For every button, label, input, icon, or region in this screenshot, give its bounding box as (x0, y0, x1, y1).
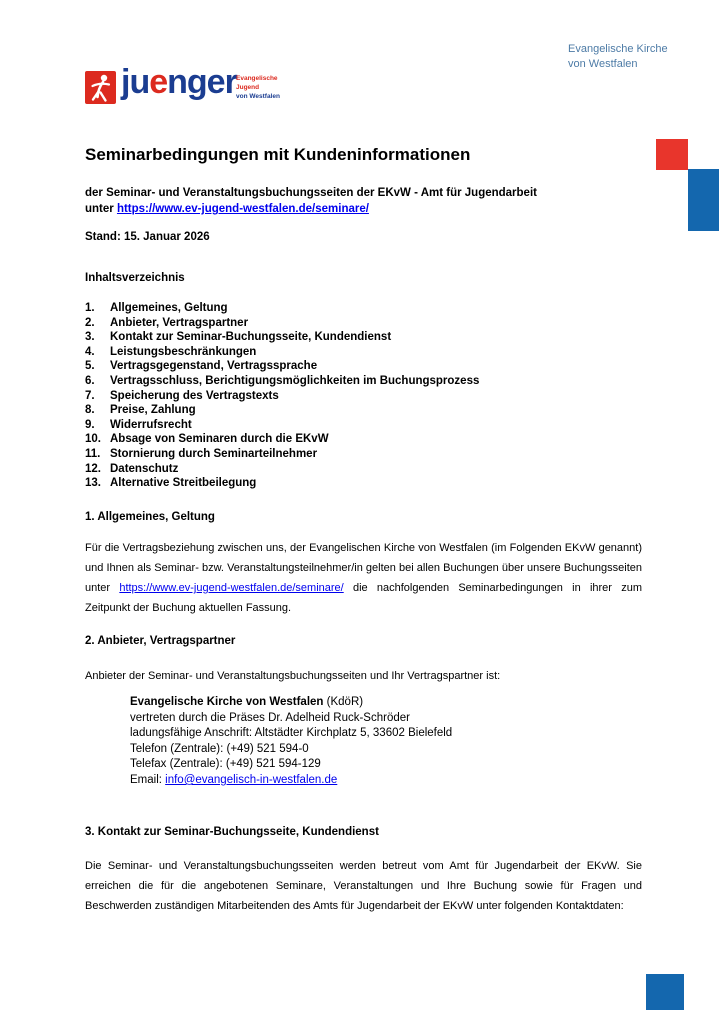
subtitle-line2 (85, 201, 655, 217)
toc-item-number: 8. (85, 404, 95, 417)
email-label: Email: (130, 773, 166, 786)
tagline-line1: Evangelische (236, 75, 278, 82)
page-title: Seminarbedingungen mit Kundeninformationen (85, 145, 471, 164)
toc-item-label: Vertragsgegenstand, Vertragssprache (110, 360, 318, 373)
toc-item-label: Alternative Streitbeilegung (110, 477, 257, 490)
church-name (568, 42, 668, 72)
toc-heading: Inhaltsverzeichnis (85, 272, 185, 284)
toc-item (85, 389, 645, 404)
address-name-bold: Evangelische Kirche von Westfalen (130, 696, 324, 708)
toc-item-label: Datenschutz (110, 462, 179, 475)
church-name-line2: von Westfalen (568, 58, 638, 70)
wordmark-part1: ju (121, 63, 150, 101)
toc-item (85, 432, 645, 447)
email-link[interactable]: info@evangelisch-in-westfalen.de (165, 773, 338, 786)
section1-text-after-link: die nachfolgenden Seminarbedingungen in ihrer zum Zeitpunkt der Buchung aktuellen Fassung. (85, 582, 642, 614)
seminare-url-link[interactable]: https://www.ev-jugend-westfalen.de/seminare/ (116, 203, 369, 215)
toc-item (85, 476, 645, 491)
section2-intro: Anbieter der Seminar- und Veranstaltungsbuchungsseiten und Ihr Vertragspartner ist: (85, 670, 501, 682)
toc-item (85, 447, 645, 462)
toc-item (85, 345, 645, 360)
toc-item-number: 2. (85, 316, 95, 329)
juenger-wordmark (121, 62, 237, 102)
address-street: ladungsfähige Anschrift: Altstädter Kirchplatz 5, 33602 Bielefeld (130, 727, 453, 740)
toc-item (85, 316, 645, 331)
toc-item-number: 9. (85, 418, 95, 431)
toc-item-label: Kontakt zur Seminar-Buchungsseite, Kundendienst (110, 331, 392, 344)
address-phone: Telefon (Zentrale): (+49) 521 594-0 (130, 742, 309, 755)
address-representative: vertreten durch die Präses Dr. Adelheid Ruck-Schröder (130, 711, 410, 724)
juenger-tagline (236, 74, 280, 101)
toc-item-label: Anbieter, Vertragspartner (110, 316, 249, 329)
toc-item-number: 13. (85, 477, 101, 490)
toc-item-number: 4. (85, 345, 95, 358)
toc-item-number: 10. (85, 433, 101, 446)
brand-mark-red-square (656, 139, 688, 170)
tagline-line2: Jugend (236, 84, 260, 91)
toc-item-label: Absage von Seminaren durch die EKvW (110, 433, 329, 446)
toc-item-label: Vertragsschluss, Berichtigungsmöglichkeiten im Buchungsprozess (110, 374, 480, 387)
toc-item (85, 418, 645, 433)
toc-item (85, 359, 645, 374)
toc-item (85, 330, 645, 345)
juenger-logo-icon (85, 71, 116, 104)
toc-item-number: 3. (85, 331, 95, 344)
wordmark-accent-e: e (149, 63, 168, 101)
address-name-suffix: (KdöR) (323, 696, 364, 708)
toc-item (85, 374, 645, 389)
toc-item-number: 1. (85, 302, 95, 314)
toc-item-number: 6. (85, 374, 95, 387)
section1-paragraph (85, 538, 642, 618)
tagline-line3: von Westfalen (236, 93, 280, 100)
toc-item-label: Leistungsbeschränkungen (110, 345, 257, 358)
section3-heading: 3. Kontakt zur Seminar-Buchungsseite, Kundendienst (85, 826, 379, 838)
toc-item-label: Stornierung durch Seminarteilnehmer (110, 447, 318, 460)
section2-heading: 2. Anbieter, Vertragspartner (85, 635, 236, 647)
section1-text-before-link: Für die Vertragsbeziehung zwischen uns, der Evangelischen Kirche von Westfalen (im Folgenden EKvW genannt) und Ihnen als Seminar- bzw. Veranstaltungsteilnehmer/in gelten bei allen Buchungen über unsere Buchungsseiten unter (85, 542, 642, 594)
stand-date: Stand: 15. Januar 2026 (85, 231, 210, 243)
section1-heading: 1. Allgemeines, Geltung (85, 511, 215, 523)
address-name-line (130, 695, 452, 711)
toc-list (85, 301, 645, 491)
provider-address-block (130, 695, 452, 789)
subtitle-line2-prefix: unter (85, 203, 117, 215)
toc-item-number: 11. (85, 447, 101, 460)
toc-item-number: 5. (85, 360, 95, 373)
seminare-url-link-inline[interactable]: https://www.ev-jugend-westfalen.de/seminare/ (119, 582, 344, 594)
subtitle (85, 185, 655, 217)
church-name-line1: Evangelische Kirche (568, 43, 668, 55)
toc-item (85, 403, 645, 418)
wordmark-part2: nger (167, 63, 237, 101)
brand-mark-blue-rect (688, 169, 719, 231)
toc-item-label: Allgemeines, Geltung (110, 302, 228, 314)
toc-item (85, 301, 645, 316)
toc-item (85, 462, 645, 477)
address-fax: Telefax (Zentrale): (+49) 521 594-129 (130, 758, 321, 771)
toc-item-label: Widerrufsrecht (110, 418, 192, 431)
section3-paragraph: Die Seminar- und Veranstaltungsbuchungsseiten werden betreut vom Amt für Jugendarbeit der EKvW. Sie erreichen die für die angebotenen Seminare, Veranstaltungen und Ihre Buchung sowie für Fragen und Beschwerden zuständigen Mitarbeitenden des Amts für Jugendarbeit der EKvW unter folgenden Kontaktdaten: (85, 860, 642, 912)
address-email-line (130, 773, 452, 789)
toc-item-number: 7. (85, 389, 95, 402)
toc-item-number: 12. (85, 462, 101, 475)
toc-item-label: Speicherung des Vertragstexts (110, 389, 279, 402)
page-mark-bottom-blue (646, 974, 684, 1010)
subtitle-line1: der Seminar- und Veranstaltungsbuchungsseiten der EKvW - Amt für Jugendarbeit (85, 187, 537, 199)
toc-item-label: Preise, Zahlung (110, 404, 196, 417)
